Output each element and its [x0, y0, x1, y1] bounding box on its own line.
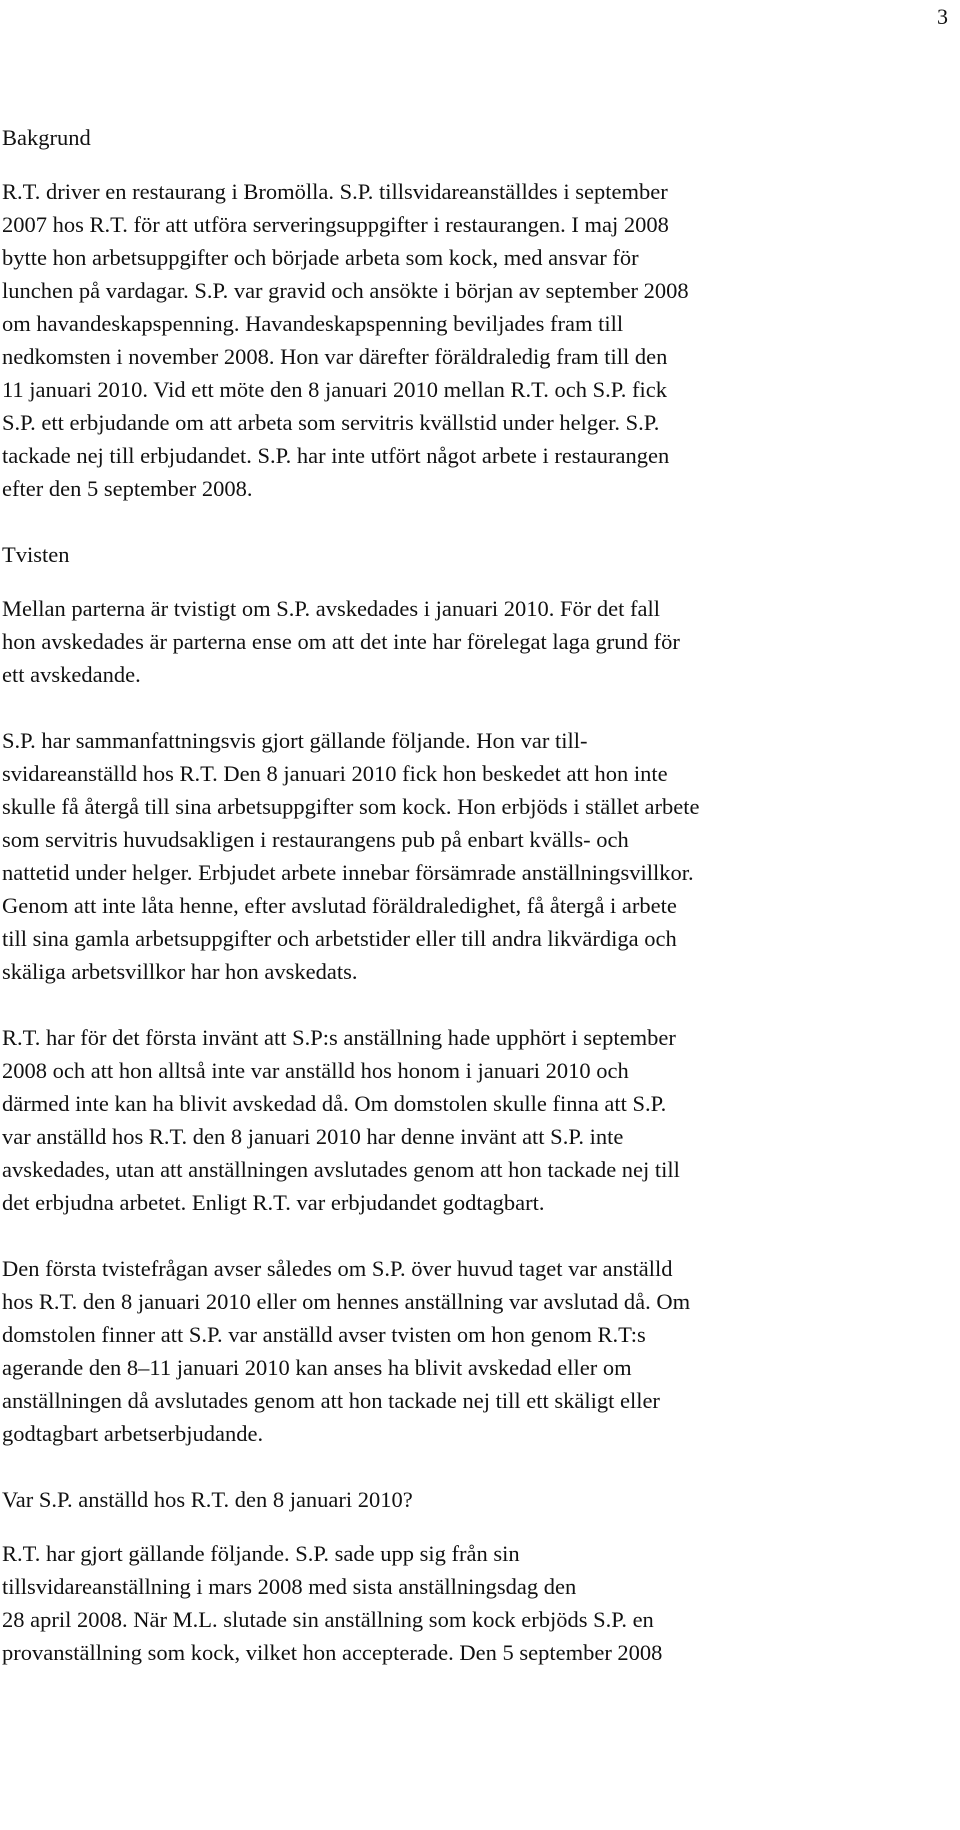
text-line: domstolen finner att S.P. var anställd avser tvisten om hon genom R.T:s	[2, 1322, 646, 1347]
paragraph	[2, 724, 957, 988]
text-line: ett avskedande.	[2, 662, 141, 687]
text-line: efter den 5 september 2008.	[2, 476, 253, 501]
section-heading: Bakgrund	[2, 125, 91, 150]
text-line: 28 april 2008. När M.L. slutade sin anställning som kock erbjöds S.P. en	[2, 1607, 654, 1632]
document-body	[2, 121, 957, 1702]
text-line: nedkomsten i november 2008. Hon var därefter föräldraledig fram till den	[2, 344, 668, 369]
section-heading: Tvisten	[2, 542, 70, 567]
text-line: därmed inte kan ha blivit avskedad då. Om domstolen skulle finna att S.P.	[2, 1091, 667, 1116]
text-line: hon avskedades är parterna ense om att det inte har förelegat laga grund för	[2, 629, 680, 654]
text-line: R.T. har gjort gällande följande. S.P. sade upp sig från sin	[2, 1541, 520, 1566]
text-line: R.T. har för det första invänt att S.P:s anställning hade upphört i september	[2, 1025, 676, 1050]
text-line: 2008 och att hon alltså inte var anställd hos honom i januari 2010 och	[2, 1058, 629, 1083]
text-line: avskedades, utan att anställningen avslutades genom att hon tackade nej till	[2, 1157, 680, 1182]
paragraph	[2, 1537, 957, 1669]
text-line: R.T. driver en restaurang i Bromölla. S.P. tillsvidareanställdes i september	[2, 179, 668, 204]
text-line: 2007 hos R.T. för att utföra serveringsuppgifter i restaurangen. I maj 2008	[2, 212, 669, 237]
text-line: som servitris huvudsakligen i restaurangens pub på enbart kvälls- och	[2, 827, 629, 852]
text-line: bytte hon arbetsuppgifter och började arbeta som kock, med ansvar för	[2, 245, 639, 270]
text-line: hos R.T. den 8 januari 2010 eller om hennes anställning var avslutad då. Om	[2, 1289, 691, 1314]
text-line: Den första tvistefrågan avser således om S.P. över huvud taget var anställd	[2, 1256, 673, 1281]
paragraph	[2, 175, 957, 505]
text-line: lunchen på vardagar. S.P. var gravid och ansökte i början av september 2008	[2, 278, 689, 303]
text-line: S.P. ett erbjudande om att arbeta som servitris kvällstid under helger. S.P.	[2, 410, 660, 435]
text-line: skulle få återgå till sina arbetsuppgifter som kock. Hon erbjöds i stället arbete	[2, 794, 700, 819]
text-line: tackade nej till erbjudandet. S.P. har inte utfört något arbete i restaurangen	[2, 443, 670, 468]
text-line: svidareanställd hos R.T. Den 8 januari 2010 fick hon beskedet att hon inte	[2, 761, 668, 786]
text-line: nattetid under helger. Erbjudet arbete innebar försämrade anställningsvillkor.	[2, 860, 694, 885]
text-line: tillsvidareanställning i mars 2008 med sista anställningsdag den	[2, 1574, 577, 1599]
text-line: provanställning som kock, vilket hon accepterade. Den 5 september 2008	[2, 1640, 663, 1665]
text-line: skäliga arbetsvillkor har hon avskedats.	[2, 959, 358, 984]
text-line: till sina gamla arbetsuppgifter och arbetstider eller till andra likvärdiga och	[2, 926, 677, 951]
page-number: 3	[937, 4, 948, 29]
paragraph	[2, 592, 957, 691]
text-line: Mellan parterna är tvistigt om S.P. avskedades i januari 2010. För det fall	[2, 596, 660, 621]
text-line: godtagbart arbetserbjudande.	[2, 1421, 264, 1446]
text-line: S.P. har sammanfattningsvis gjort gällande följande. Hon var till-	[2, 728, 588, 753]
paragraph	[2, 1021, 957, 1219]
text-line: om havandeskapspenning. Havandeskapspenning beviljades fram till	[2, 311, 624, 336]
text-line: anställningen då avslutades genom att hon tackade nej till ett skäligt eller	[2, 1388, 660, 1413]
text-line: 11 januari 2010. Vid ett möte den 8 januari 2010 mellan R.T. och S.P. fick	[2, 377, 667, 402]
text-line: det erbjudna arbetet. Enligt R.T. var erbjudandet godtagbart.	[2, 1190, 545, 1215]
section-heading: Var S.P. anställd hos R.T. den 8 januari 2010?	[2, 1487, 413, 1512]
text-line: Genom att inte låta henne, efter avslutad föräldraledighet, få återgå i arbete	[2, 893, 677, 918]
paragraph	[2, 1252, 957, 1450]
text-line: agerande den 8–11 januari 2010 kan anses ha blivit avskedad eller om	[2, 1355, 632, 1380]
text-line: var anställd hos R.T. den 8 januari 2010 har denne invänt att S.P. inte	[2, 1124, 624, 1149]
